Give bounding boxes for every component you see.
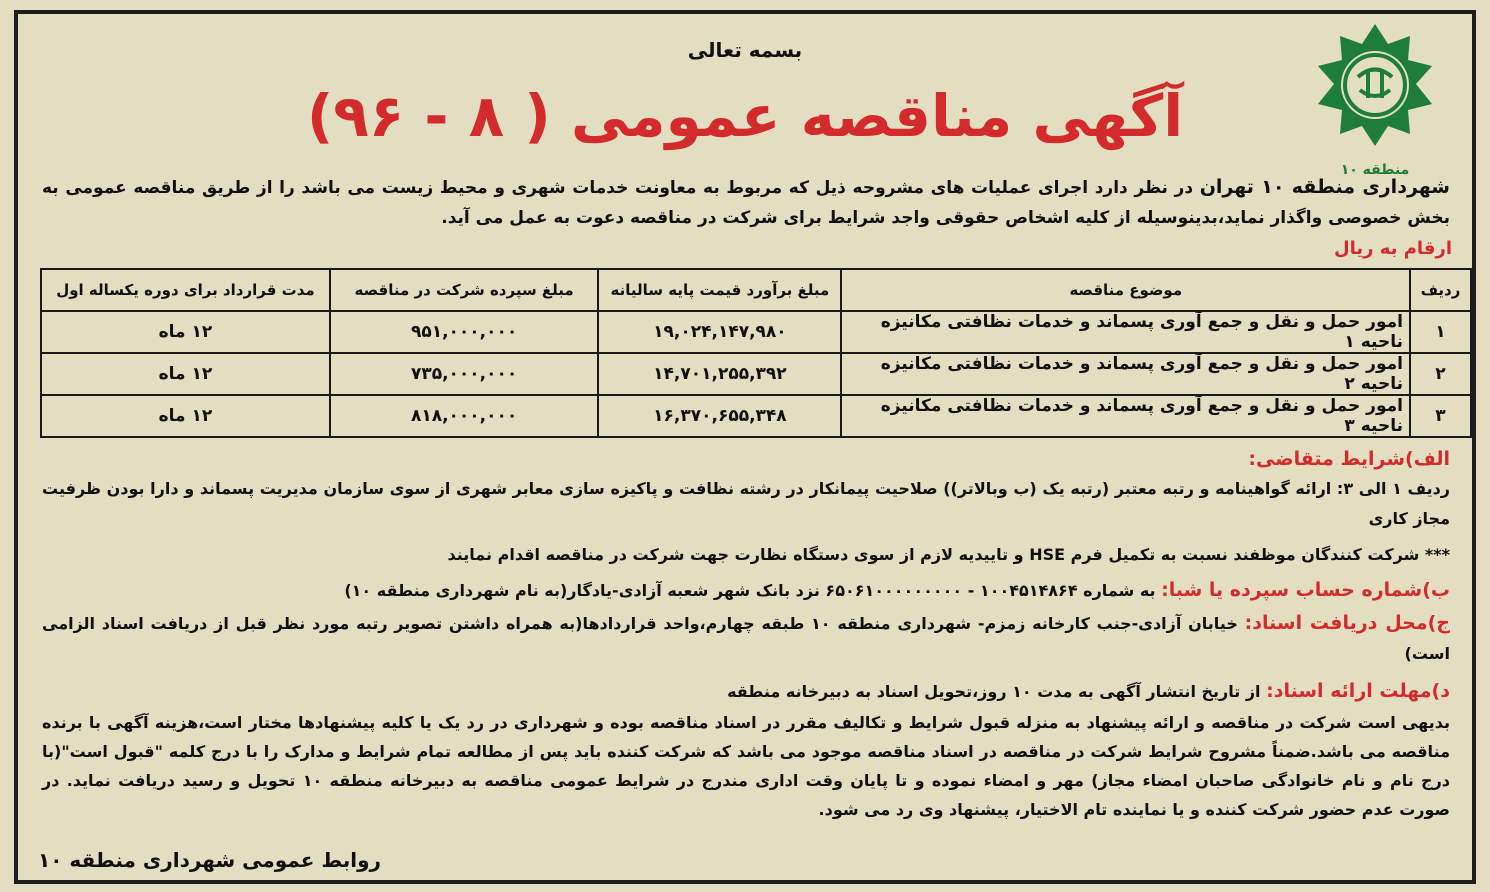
section-b-text: به شماره ۱۰۰۴۵۱۴۸۶۴ - ۶۵۰۶۱۰۰۰۰۰۰۰۰۰ نزد بانک شهر شعبه آزادی-یادگار(به نام شهرداری منطقه ۱۰): [344, 581, 1162, 600]
section-a-text1: ردیف ۱ الی ۳: ارائه گواهینامه و رتبه معتبر (رتبه یک (ب وبالاتر)) صلاحیت پیمانکار در رشته نظافت و پاکیزه سازی معابر شهری از سوی سازمان مدیریت پسماند و دارا بودن ظرفیت مجاز کاری: [42, 479, 1450, 528]
row-index: ۲: [1410, 353, 1471, 395]
row-deposit: ۹۵۱,۰۰۰,۰۰۰: [330, 311, 599, 353]
table-header-row: [41, 269, 1471, 311]
row-subject: امور حمل و نقل و جمع آوری پسماند و خدمات نظافتی مکانیزه ناحیه ۱: [841, 311, 1410, 353]
col-header-base-price: مبلغ برآورد قیمت پایه سالیانه: [598, 269, 841, 311]
row-duration: ۱۲ ماه: [41, 395, 330, 437]
table-row: [41, 353, 1471, 395]
section-a-text2: *** شرکت کنندگان موظفند نسبت به تکمیل فرم HSE و تاییدیه لازم از سوی دستگاه نظارت جهت شرکت در مناقصه اقدام نمایند: [447, 545, 1450, 564]
row-deposit: ۷۳۵,۰۰۰,۰۰۰: [330, 353, 599, 395]
intro-lead: شهرداری منطقه ۱۰ تهران: [1199, 176, 1450, 198]
row-subject: امور حمل و نقل و جمع آوری پسماند و خدمات نظافتی مکانیزه ناحیه ۲: [841, 353, 1410, 395]
row-base-price: ۱۴,۷۰۱,۲۵۵,۳۹۲: [598, 353, 841, 395]
section-c-title: ج)محل دریافت اسناد:: [1244, 612, 1451, 634]
table-row: [41, 311, 1471, 353]
col-header-subject: موضوع مناقصه: [841, 269, 1410, 311]
basmala: بسمه تعالی: [687, 38, 803, 62]
section-a-title: الف)شرایط متقاضی:: [1248, 448, 1450, 470]
row-index: ۱: [1410, 311, 1471, 353]
row-base-price: ۱۶,۳۷۰,۶۵۵,۳۴۸: [598, 395, 841, 437]
row-base-price: ۱۹,۰۲۴,۱۴۷,۹۸۰: [598, 311, 841, 353]
section-b: [42, 575, 1450, 606]
notice-title: آگهی مناقصه عمومی ( ۸ - ۹۶): [306, 82, 1184, 150]
intro-text: در نظر دارد اجرای عملیات های مشروحه ذیل که مربوط به معاونت خدمات شهری و محیط زیست می باشد را از طریق مناقصه عمومی به بخش خصوصی واگذار نماید،بدینوسیله از کلیه اشخاص حقوقی واجد شرایط برای شرکت در مناقصه دعوت به عمل می آید.: [42, 178, 1450, 228]
currency-note: ارقام به ریال: [1334, 238, 1452, 259]
tender-table: [40, 268, 1472, 438]
row-index: ۳: [1410, 395, 1471, 437]
row-duration: ۱۲ ماه: [41, 353, 330, 395]
closing-paragraph: بدیهی است شرکت در مناقصه و ارائه پیشنهاد به منزله قبول شرایط و تکالیف مقرر در اسناد مناقصه بوده و شهرداری در رد یک یا کلیه پیشنهادها مختار است،هزینه آگهی با برنده مناقصه می باشد.ضمناً مشروح شرایط شرکت در مناقصه در اسناد مناقصه موجود می باشد که شرکت کننده باید پس از مطالعه تمام شرایط و مدارک را با درج کلمه "قبول است"(با درج نام و نام خانوادگی صاحبان امضاء مجاز) مهر و امضاء نموده و تا پایان وقت اداری مندرج در شرایط عمومی مناقصه به دبیرخانه منطقه ۱۰ تحویل و رسید دریافت نماید. در صورت عدم حضور شرکت کننده و یا نماینده تام الاختیار، پیشنهاد وی رد می شود.: [42, 713, 1451, 819]
row-subject: امور حمل و نقل و جمع آوری پسماند و خدمات نظافتی مکانیزه ناحیه ۳: [841, 395, 1410, 437]
section-b-title: ب)شماره حساب سپرده یا شبا:: [1161, 579, 1450, 601]
section-a-title-line: [42, 444, 1450, 475]
logo-caption: منطقه ۱۰: [1340, 162, 1410, 178]
row-deposit: ۸۱۸,۰۰۰,۰۰۰: [330, 395, 599, 437]
intro-paragraph: [42, 172, 1450, 233]
signature: روابط عمومی شهرداری منطقه ۱۰: [38, 848, 382, 872]
section-d: [42, 676, 1450, 707]
col-header-duration: مدت قرارداد برای دوره یکساله اول: [41, 269, 330, 311]
table-row: [41, 395, 1471, 437]
section-d-title: د)مهلت ارائه اسناد:: [1266, 680, 1450, 702]
section-d-text: از تاریخ انتشار آگهی به مدت ۱۰ روز،تحویل اسناد به دبیرخانه منطقه: [727, 682, 1267, 701]
col-header-row: ردیف: [1410, 269, 1471, 311]
section-c: [42, 608, 1450, 669]
col-header-deposit: مبلغ سپرده شرکت در مناقصه: [330, 269, 599, 311]
section-c-text: خیابان آزادی-جنب کارخانه زمزم- شهرداری منطقه ۱۰ طبقه چهارم،واحد قراردادها(به همراه داشتن تصویر رتبه مورد نظر قبل از دریافت اسناد الزامی است): [42, 614, 1450, 663]
row-duration: ۱۲ ماه: [41, 311, 330, 353]
